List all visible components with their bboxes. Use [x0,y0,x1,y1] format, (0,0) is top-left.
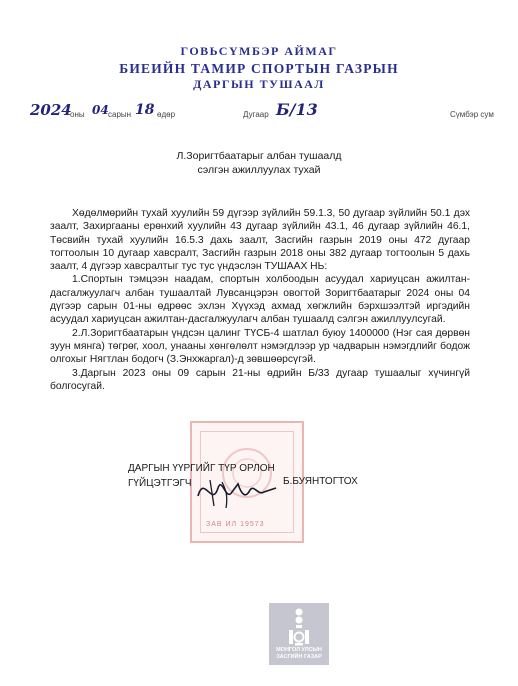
signatory-name: Б.БУЯНТОГТОХ [283,476,358,487]
government-emblem [269,603,329,665]
order-number: Б/13 [276,100,318,119]
emblem-caption [269,647,329,661]
order-item-2: 2.Л.Зоригтбаатарын үндсэн цалинг ТҮСБ-4 шатлал буюу 1400000 (Нэг сая дөрвөн зуун мянга) төгрөг, хоол, унааны хөнгөлөлт нэмэгдлээр ур чадварын нэмэгдлийг бодож олгохыг Нягтлан бодогч (З.Энхжаргал)-д зөвшөөрсүгэй. [50,327,470,366]
seal-code: ЗАВ ИЛ 19573 [206,521,265,528]
order-number-label: Дугаар [243,110,269,119]
order-preamble: Хөдөлмөрийн тухай хуулийн 59 дүгээр зүйлийн 59.1.3, 50 дугаар зүйлийн 50.1 дэх заалт, Захиргааны ерөнхий хуулийн 43 дугаар зүйлийн 43.1, 46 дугаар зүйлийн 46.1, Төсвийн тухай хуулийн 16.5.3 дахь заалт, Засгийн газрын 2019 оны 472 дугаар тогтоолын 10 дугаар хавсралт, Засгийн газрын 2018 оны 382 дугаар тогтоолын 5 дахь заалт, 4 дүгээр хавсралтыг тус тус үндэслэн ТУШААХ НЬ: [50,208,470,273]
order-title-line2: сэлгэн ажиллуулах тухай [197,164,321,176]
handwritten-signature-icon [192,466,282,514]
date-month-suffix: сарын [108,110,132,119]
date-day-suffix: өдөр [157,110,176,119]
order-body [50,207,470,393]
issue-place: Сүмбэр сум [450,110,494,119]
emblem-caption-line2: ЗАСГИЙН ГАЗАР [276,654,322,660]
signatory-title-line2: ГҮЙЦЭТГЭГЧ [128,478,192,489]
soyombo-emblem-icon [269,603,329,647]
order-item-1: 1.Спортын тэмцээн наадам, спортын холбоодын асуудал хариуцсан ажилтан-дасгалжуулагч албан тушаалтай Лувсанцэрэн овогтой Зоригтбаатарыг 2024 оны 04 дүгээр сарын 01-ны өдрөөс эхлэн Хүүхэд ахмад хөгжлийн бэрхшээлтэй иргэдийн асуудал хариуцсан ажилтан-дасгалжуулагч албан тушаалд сэлгэн ажиллуулсугай. [50,274,470,326]
emblem-caption-line1: МОНГОЛ УЛСЫН [276,647,322,653]
org-line-agency: БИЕИЙН ТАМИР СПОРТЫН ГАЗРЫН [119,61,399,76]
date-month: 04 [92,103,109,117]
order-title [0,149,518,177]
order-item-3: 3.Даргын 2023 оны 09 сарын 21-ны өдрийн Б/33 дугаар тушаалыг хүчингүй болгосугай. [50,367,470,392]
signatory-title-line1: ДАРГЫН ҮҮРГИЙГ ТҮР ОРЛОН [128,463,275,474]
org-line-province: ГОВЬСҮМБЭР АЙМАГ [180,44,338,58]
org-line-order-type: ДАРГЫН ТУШААЛ [193,77,325,91]
date-day: 18 [135,102,155,118]
order-title-line1: Л.Зоригтбаатарыг албан тушаалд [176,150,342,162]
date-year: 2024 [30,101,72,119]
date-year-suffix: оны [70,110,85,119]
